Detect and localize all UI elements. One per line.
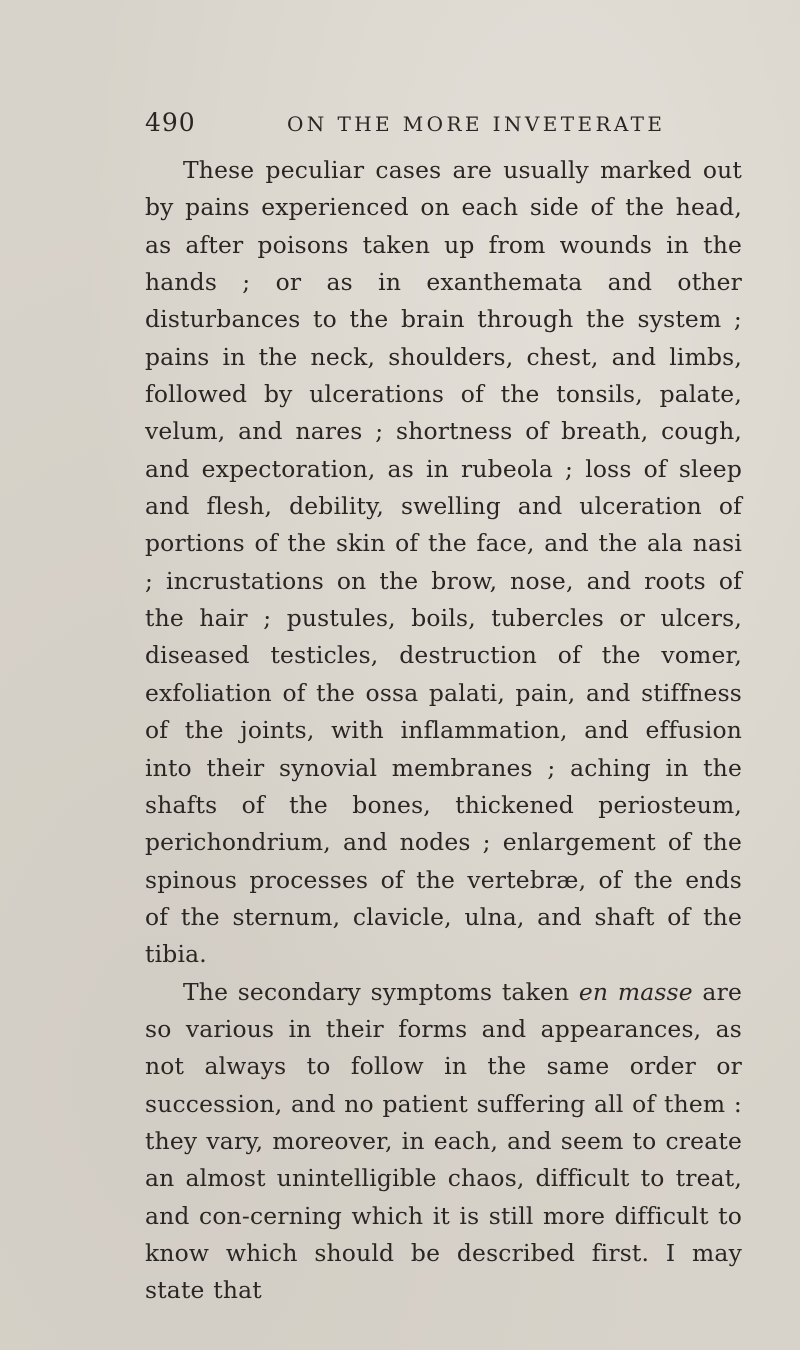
paragraph: These peculiar cases are usually marked out by pains experienced on each side of the head, as after poisons taken up from wounds in the hands ; or as in exanthemata and other disturbances to the brain through the system ; pains in the neck, shoulders, chest, and limbs, followed by ulcerations of the tonsils, palate, velum, and nares ; shortness of breath, cough, and expectoration, as in rubeola ; loss of sleep and flesh, debility, swelling and ulceration of portions of the skin of the face, and the ala nasi ; incrustations on the brow, nose, and roots of the hair ; pustules, boils, tubercles or ulcers, diseased testicles, destruction of the vomer, exfoliation of the ossa palati, pain, and stiffness of the joints, with inflammation, and effusion into their synovial membranes ; aching in the shafts of the bones, thickened periosteum, perichondrium, and nodes ; enlargement of the spinous processes of the vertebræ, of the ends of the sternum, clavicle, ulna, and shaft of the tibia. (145, 156, 742, 969)
paragraph (145, 974, 742, 1310)
page-header (145, 108, 705, 144)
paragraph-text: are so various in their forms and appearances, as not always to follow in the same order or succession, and no patient suffering all of them : they vary, moreover, in each, and seem to create an almost unintelligible chaos, difficult to treat, and con-cerning which it is still more difficult to know which should be described first. I may state that (145, 977, 743, 1305)
body-text (145, 152, 742, 1310)
italic-phrase: en masse (578, 977, 693, 1006)
page-number: 490 (145, 108, 196, 137)
paragraph-text: The secondary symptoms taken (183, 977, 579, 1006)
running-head: ON THE MORE INVETERATE (287, 112, 666, 136)
